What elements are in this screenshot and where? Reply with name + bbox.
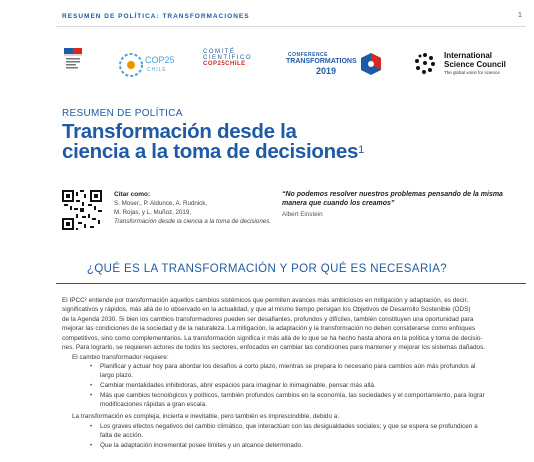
conf-emblem-icon bbox=[360, 52, 382, 76]
chile-government-logo bbox=[64, 48, 82, 78]
citation-label: Citar como: bbox=[114, 191, 151, 198]
citation-line-1: S. Moser., P. Aldunce, A. Rudnick, bbox=[114, 200, 208, 207]
comite-cientifico-logo bbox=[203, 49, 265, 79]
page-number: 1 bbox=[518, 12, 522, 19]
necessity-intro: La transformación es compleja, incierta e inevitable, pero también es imprescindible, debido a: bbox=[72, 413, 340, 420]
bullet-item bbox=[100, 441, 524, 450]
paragraph-1-line: El IPCC² entiende por transformación aquellos cambios sistémicos que permiten avances más ambiciosos en mitigación y adaptación, es decir, bbox=[62, 297, 469, 304]
isc-line1: International bbox=[444, 51, 493, 60]
title-line-1: Transformación desde la bbox=[62, 120, 297, 143]
comite-line3: COP25CHILE bbox=[203, 61, 246, 67]
conf-line1: CONFERENCE bbox=[288, 52, 329, 58]
conf-year: 2019 bbox=[316, 66, 337, 76]
running-header: RESUMEN DE POLÍTICA: TRANSFORMACIONES bbox=[62, 13, 250, 20]
bullet-item bbox=[100, 391, 524, 410]
paragraph-1-line: nes. Para lograrlo, se requieren actores de todos los sectores, enfocados en cambiar las condiciones para mantener y mejorar los sistemas dañados. bbox=[62, 344, 486, 352]
bullet-marker: • bbox=[90, 382, 93, 389]
conf-line2: TRANSFORMATIONS bbox=[286, 58, 357, 65]
isc-logo bbox=[414, 50, 524, 80]
qr-code[interactable] bbox=[62, 190, 102, 230]
cop25-sub: CHILE bbox=[147, 67, 167, 73]
bullet-line: Que la adaptación incremental posee límites y un alcance determinado. bbox=[100, 442, 303, 449]
title-line-2-text: ciencia a la toma de decisiones bbox=[62, 140, 359, 163]
bullet-line: falta de acción. bbox=[100, 432, 143, 440]
paragraph-1 bbox=[62, 296, 524, 352]
bullet-line: Los graves efectos negativos del cambio climático, que interactúan con las desigualdades sociales; y que se espera se profundicen a bbox=[100, 423, 478, 430]
bullet-marker: • bbox=[90, 442, 93, 449]
bullet-item bbox=[100, 362, 524, 381]
paragraph-1-line: competitivos, sino como complementarios. La transformación significa ir más allá de lo que se ha hecho hasta ahora en la política y toma de decisio- bbox=[62, 334, 483, 342]
document-kicker: RESUMEN DE POLÍTICA bbox=[62, 108, 183, 119]
paragraph-1-line: mejorar las condiciones de la sociedad y de la naturaleza. La mitigación, la adaptación y la transformación no deben considerarse como enfoques bbox=[62, 325, 476, 333]
bullet-line: Más que cambios tecnológicos y políticos, también profundos cambios en la economía, las sociedades y el comportamiento, para lograr bbox=[100, 392, 485, 399]
bullet-line: modificaciones rápidas a gran escala. bbox=[100, 401, 207, 409]
bullet-marker: • bbox=[90, 423, 93, 430]
title-footnote: 1 bbox=[358, 144, 364, 156]
epigraph-quote: “No podemos resolver nuestros problemas pensando de la misma manera que cuando los creamos” bbox=[282, 191, 503, 207]
bullet-item bbox=[100, 422, 524, 441]
bullet-item bbox=[100, 381, 524, 390]
transformations-2019-logo bbox=[286, 52, 384, 82]
bullet-line: Planificar y actuar hoy para abordar los desafíos a corto plazo, mientras se prepara lo necesario para cambios aún más profundos al bbox=[100, 363, 476, 370]
section-heading: ¿QUÉ ES LA TRANSFORMACIÓN Y POR QUÉ ES NECESARIA? bbox=[86, 263, 448, 275]
comite-line1: COMITÉ bbox=[203, 49, 236, 55]
bullet-marker: • bbox=[90, 392, 93, 399]
paragraph-1-line: de la Agenda 2030. Si bien los cambios transformadores pueden ser desafiantes, profundos y difíciles, también constituyen una oportunidad para bbox=[62, 315, 474, 323]
citation-line-2: M. Rojas, y L. Muñoz, 2019, bbox=[114, 209, 192, 216]
title-line-2 bbox=[62, 142, 482, 162]
isc-tagline: The global voice for science bbox=[444, 70, 500, 75]
bullet-line: Cambiar mentalidades inhibidoras, abrir espacios para imaginar lo inimaginable, pensar más allá. bbox=[100, 382, 376, 389]
bullet-line: largo plazo. bbox=[100, 372, 134, 380]
bullet-marker: • bbox=[90, 363, 93, 370]
section-divider bbox=[56, 283, 526, 284]
isc-dots-icon bbox=[414, 52, 436, 74]
header-divider bbox=[56, 26, 526, 27]
isc-line2: Science Council bbox=[444, 60, 506, 69]
citation-line-3: Transformación desde la ciencia a la toma de decisiones. bbox=[114, 218, 272, 225]
epigraph-author: Albert Einstein bbox=[282, 211, 323, 218]
comite-line2: CIENTÍFICO bbox=[203, 55, 252, 61]
paragraph-1-line: significativos y rápidos, más allá de lo observado en la actualidad, y que al mismo tiempo persigan los Objetivos de Desarrollo Sostenible (ODS) bbox=[62, 306, 471, 314]
cop25-logo bbox=[117, 50, 187, 80]
document-title bbox=[62, 122, 482, 162]
cop25-text: COP25 bbox=[145, 55, 175, 65]
requirements-intro: El cambio transformador requiere: bbox=[72, 354, 169, 361]
